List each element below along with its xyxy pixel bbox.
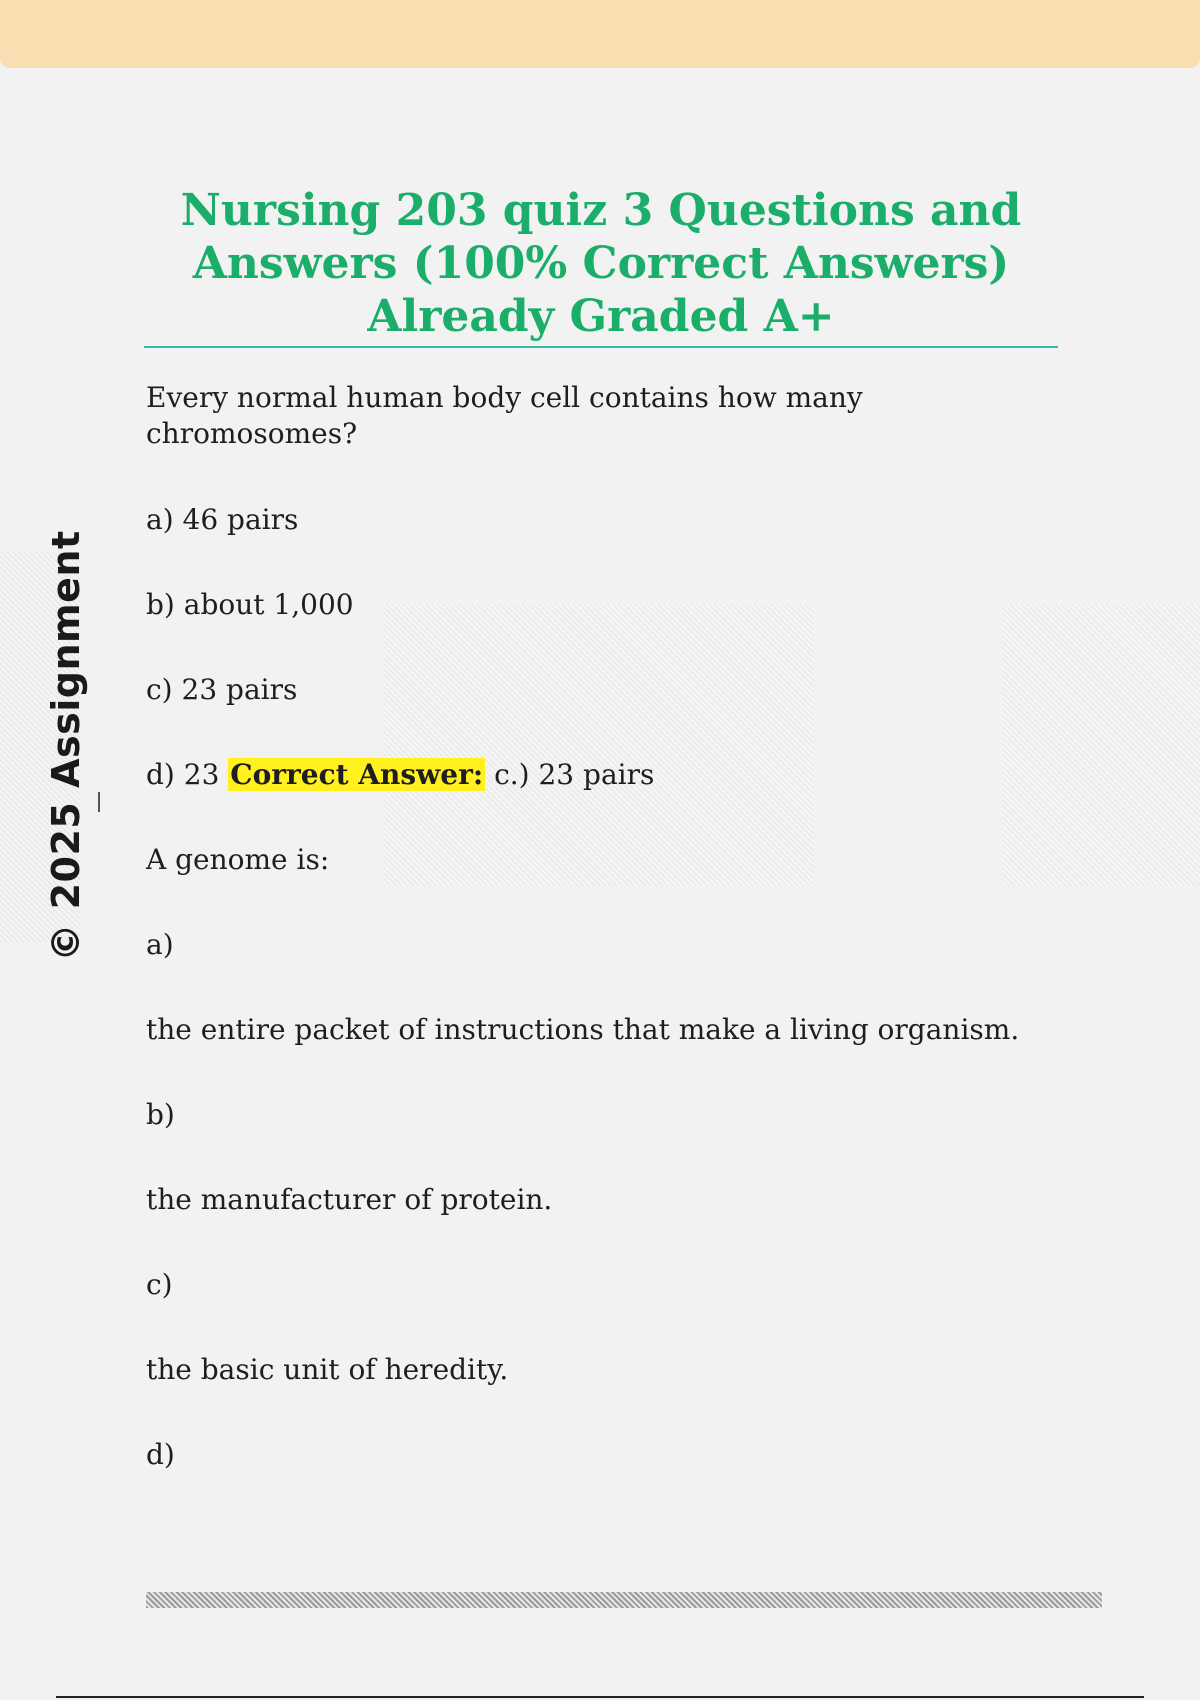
watermark-pattern-right <box>1002 604 1200 886</box>
correct-answer-label: Correct Answer: <box>230 758 484 791</box>
footer-pattern <box>146 1592 1102 1608</box>
top-banner <box>0 0 1200 68</box>
side-copyright-watermark: © 2025 Assignment <box>44 530 88 962</box>
question-1-option-a: a) 46 pairs <box>146 503 299 536</box>
question-1-option-b: b) about 1,000 <box>146 588 354 621</box>
side-tick-mark <box>98 792 100 812</box>
footer-divider <box>56 1696 1144 1698</box>
question-2-option-b-text: the manufacturer of protein. <box>146 1183 553 1216</box>
question-2-option-c-letter: c) <box>146 1268 173 1301</box>
question-2-option-b-letter: b) <box>146 1098 175 1131</box>
question-1-text: Every normal human body cell contains how many chromosomes? <box>146 381 863 450</box>
question-1-option-c: c) 23 pairs <box>146 673 298 706</box>
question-1-option-d-line <box>146 757 654 793</box>
question-1-option-d: d) 23 <box>146 758 220 791</box>
question-2-option-c-text: the basic unit of heredity. <box>146 1353 509 1386</box>
title-divider <box>144 346 1058 348</box>
watermark-pattern-center <box>384 604 814 886</box>
page-title: Nursing 203 quiz 3 Questions and Answers (100% Correct Answers) Already Graded A+ <box>180 185 1022 342</box>
question-2-option-a-letter: a) <box>146 928 174 961</box>
question-2-text: A genome is: <box>146 843 330 876</box>
correct-answer-value: c.) 23 pairs <box>494 758 655 791</box>
question-2-option-a-text: the entire packet of instructions that make a living organism. <box>146 1013 1020 1046</box>
question-2-option-d-letter: d) <box>146 1438 175 1471</box>
